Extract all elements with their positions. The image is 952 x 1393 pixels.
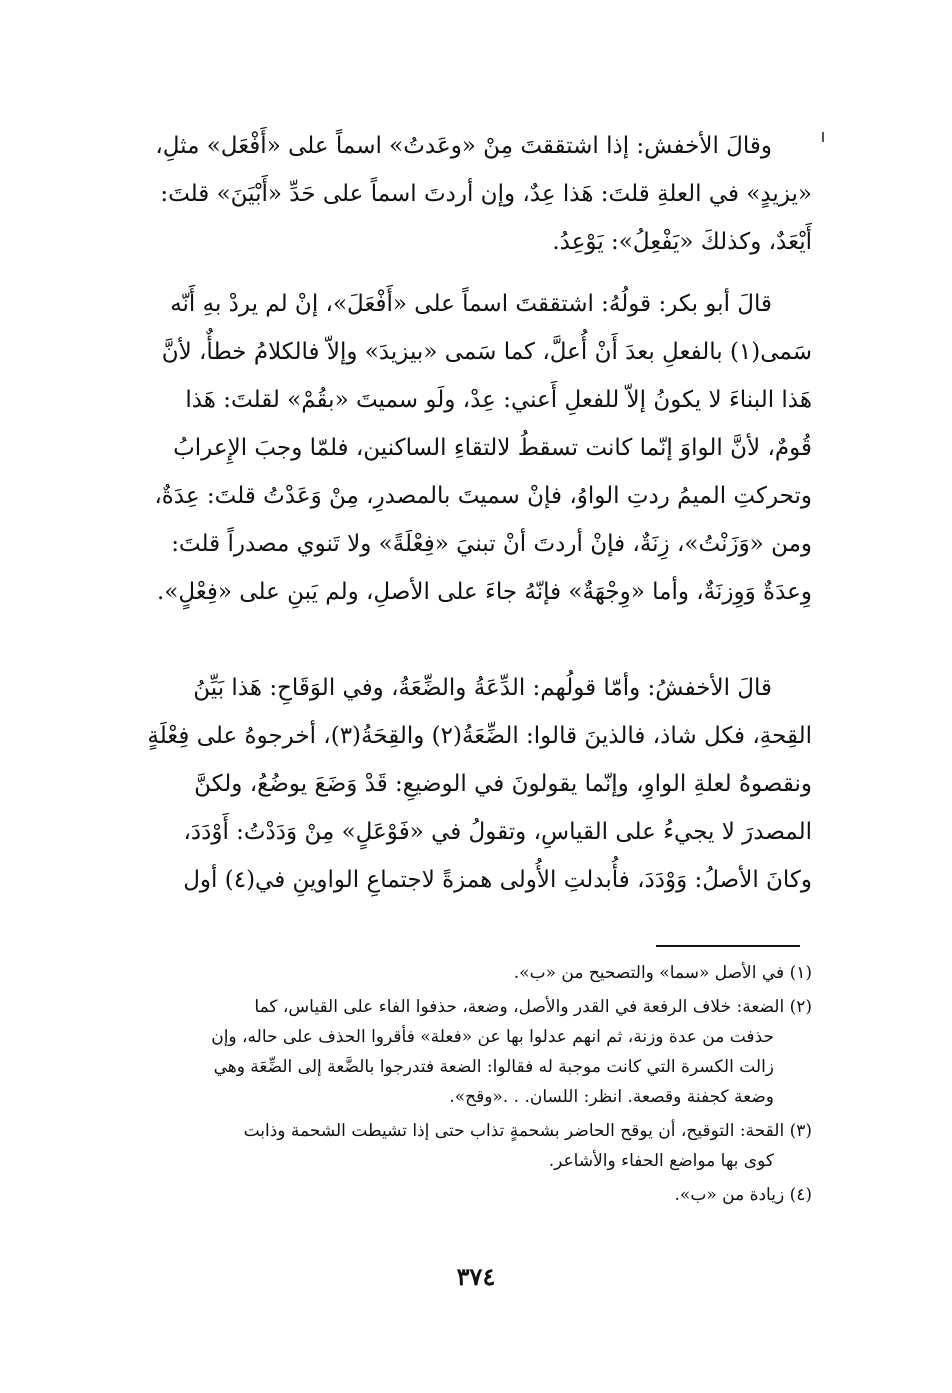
- text-line: المصدرَ لا يجيءُ على القياسِ، وتقولُ في «فَوْعَلٍ» مِنْ وَدَدْتُ: أَوْدَدَ،: [183, 819, 812, 845]
- paragraph-3: [100, 664, 812, 904]
- footnote-line: (٣) القحة: التوقيح، أن يوقح الحاضر بشحمةٍ تذاب حتى إذا تشيطت الشحمة وذابت: [243, 1121, 812, 1141]
- footnotes: [100, 958, 812, 1214]
- text-line: سَمى(١) بالفعلِ بعدَ أَنْ أُعلَّ، كما سَمى «بيزيدَ» وإلاّ فالكلامُ خطأٌ، لأنَّ: [161, 339, 812, 365]
- paragraph-2: [100, 280, 812, 616]
- text-line: وِعدَةٌ وَوِزنَةٌ، وأما «وِجْهَةٌ» فإنّهُ جاءَ على الأصلِ، ولم يَبنِ على «فِعْلٍ».: [157, 579, 812, 605]
- text-line: قالَ الأخفشُ: وأمّا قولُهم: الدِّعَةُ والضِّعَةُ، وفي الوَقَاحِ: هَذا بَيِّنُ: [193, 675, 772, 701]
- footnote-4: [100, 1180, 812, 1210]
- footnote-line: (٢) الضعة: خلاف الرفعة في القدر والأصل، وضعة، حذفوا الفاء على القياس، كما: [254, 997, 812, 1017]
- text-line: «يزيدٍ» في العلةِ قلتَ: هَذا عِدٌ، وإن أردتَ اسماً على حَدِّ «أَبْيَنَ» قلتَ:: [160, 181, 812, 207]
- text-line: وتحركتِ الميمُ ردتِ الواوُ، فإنْ سميتَ بالمصدرِ، مِنْ وَعَدْتُ قلتَ: عِدَةٌ،: [154, 483, 812, 509]
- margin-mark: [822, 132, 824, 142]
- footnote-2: [100, 992, 812, 1112]
- text-line: قالَ أبو بكر: قولُهُ: اشتققتَ اسماً على «أَفْعَلَ»، إنْ لم يردْ بهِ أَنّه: [170, 291, 772, 317]
- page-number: ٣٧٤: [456, 1262, 496, 1291]
- text-line: وقالَ الأخفش: إذا اشتققتَ مِنْ «وعَدتُ» اسماً على «أَفْعَل» مثلِ،: [155, 133, 772, 159]
- footnote-line: زالت الكسرة التي كانت موجبة له فقالوا: الضعة فتدرجوا بالضَّعة إلى الضِّعَة وهي: [213, 1057, 774, 1077]
- footnote-line: (١) في الأصل «سما» والتصحيح من «ب».: [513, 963, 812, 983]
- text-line: أَيْعَدٌ، وكذلكَ «يَفْعِلُ»: يَوْعِدُ.: [552, 229, 812, 255]
- paragraph-1: [100, 122, 812, 266]
- footnote-1: [100, 958, 812, 988]
- footnote-3: [100, 1116, 812, 1176]
- footnote-divider: [656, 945, 800, 947]
- text-line: ومن «وَزَنْتُ»، زِنَةٌ، فإنْ أردتَ أنْ تبنيَ «فِعْلَةً» ولا تَنوي مصدراً قلتَ:: [171, 531, 812, 557]
- footnote-line: حذفت من عدة وزنة، ثم انهم عدلوا بها عن «فعلة» فأقروا الحذف على حاله، وإن: [211, 1027, 774, 1047]
- footnote-line: (٤) زيادة من «ب».: [674, 1185, 812, 1205]
- text-line: هَذا البناءَ لا يكونُ إلاّ للفعلِ أَعني: عِدْ، ولَو سميتَ «بقُمْ» لقلتَ: هَذا: [185, 387, 812, 413]
- text-line: قُومٌ، لأنَّ الواوَ إنّما كانت تسقطُ لالتقاءِ الساكنين، فلمّا وجبَ الإِعرابُ: [173, 435, 812, 461]
- footnote-line: كوى بها مواضع الحفاء والأشاعر.: [548, 1151, 774, 1171]
- footnote-line: وضعة كجفنة وقصعة. انظر: اللسان. . .«وقح».: [449, 1087, 774, 1107]
- text-line: القِحةِ، فكل شاذ، فالذينَ قالوا: الضِّعَةُ(٢) والقِحَةُ(٣)، أخرجوهُ على فِعْلَةٍ: [147, 723, 812, 749]
- text-line: وكانَ الأصلُ: وَوْدَدَ، فأُبدلتِ الأُولى همزةً لاجتماعِ الواوينِ في(٤) أول: [183, 867, 812, 893]
- text-line: ونقصوهُ لعلةِ الواوِ، وإنّما يقولونَ في الوضيعِ: قَدْ وَضَعَ يوضُعُ، ولكنَّ: [194, 771, 812, 797]
